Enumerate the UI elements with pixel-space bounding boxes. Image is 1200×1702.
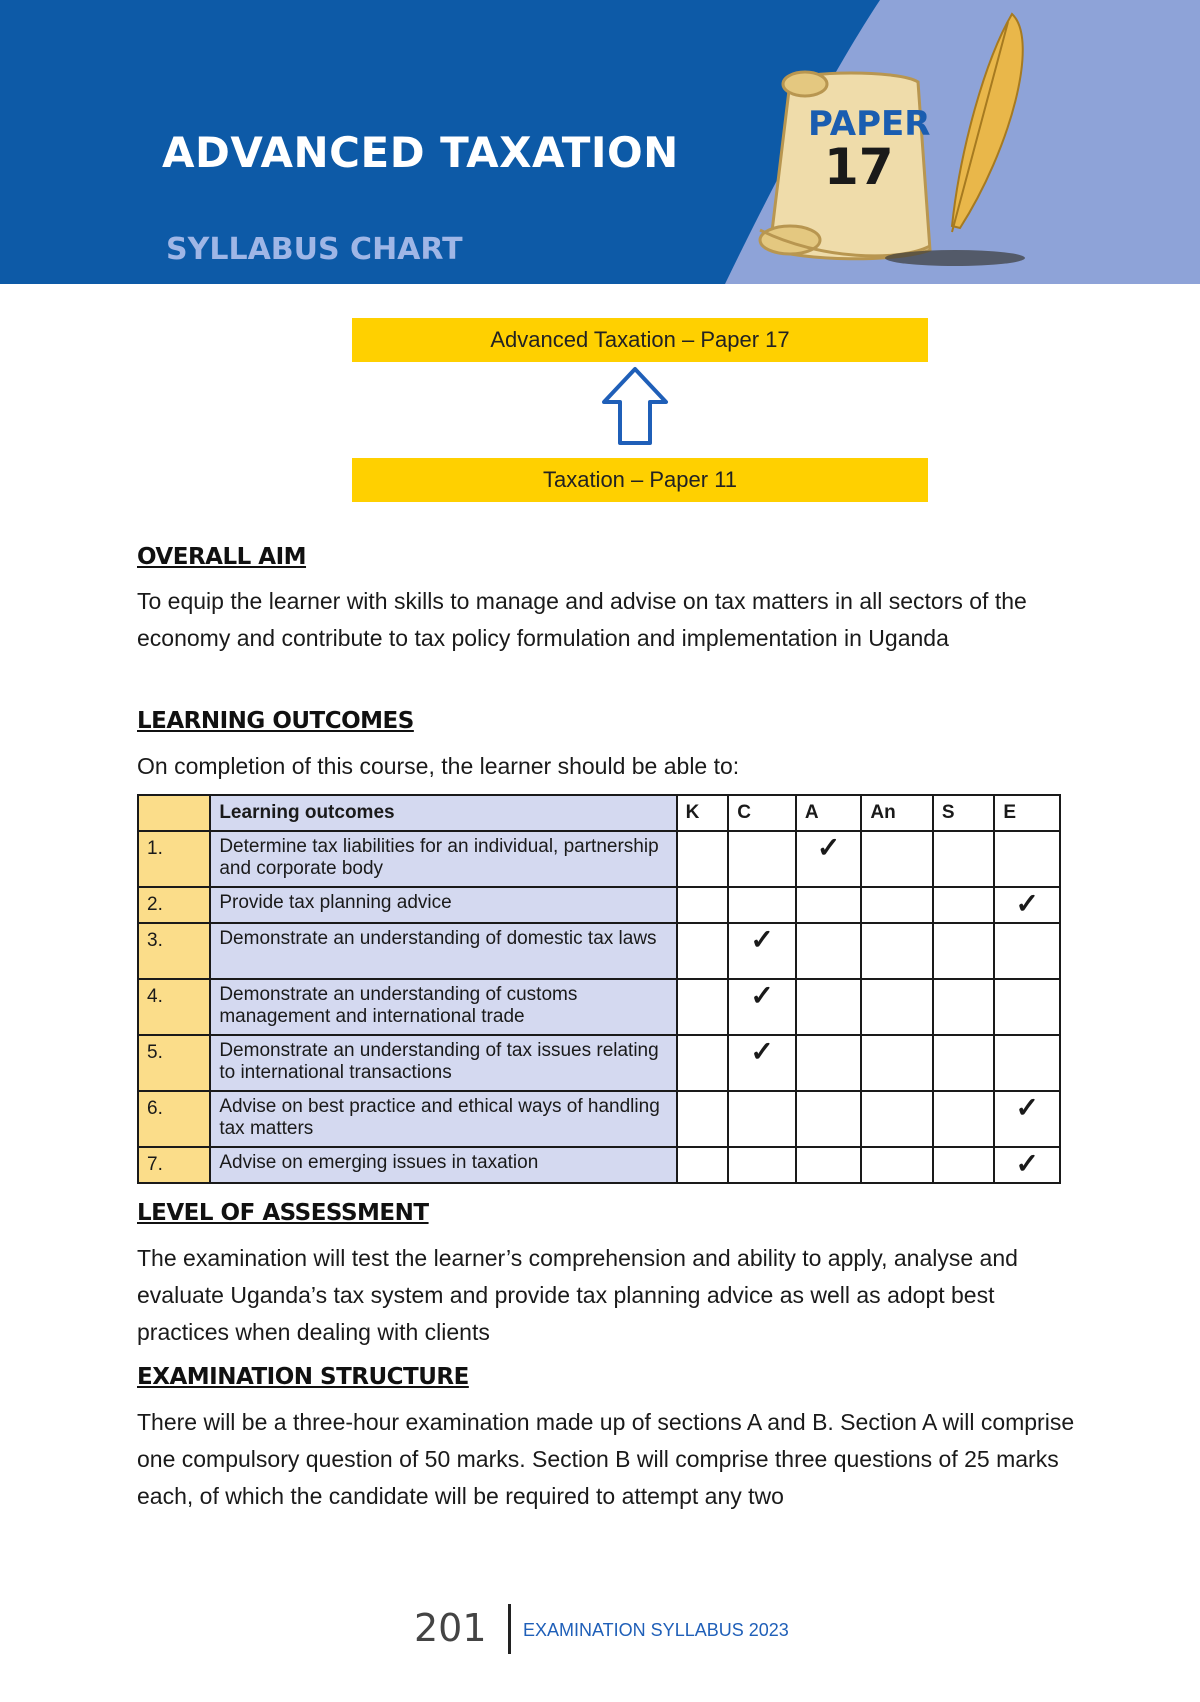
empty-level-cell xyxy=(994,1035,1060,1091)
outcome-number: 2. xyxy=(138,887,210,923)
empty-level-cell xyxy=(796,1091,862,1147)
check-mark-icon: ✓ xyxy=(994,1091,1060,1147)
header-num-cell xyxy=(138,795,210,831)
empty-level-cell xyxy=(861,979,933,1035)
overall-aim-heading: OVERALL AIM xyxy=(137,544,307,570)
outcome-number: 4. xyxy=(138,979,210,1035)
check-mark-icon: ✓ xyxy=(796,831,862,887)
empty-level-cell xyxy=(994,979,1060,1035)
empty-level-cell xyxy=(677,1035,729,1091)
examination-structure-heading: EXAMINATION STRUCTURE xyxy=(137,1364,469,1390)
learning-outcomes-intro: On completion of this course, the learner should be able to: xyxy=(137,753,740,779)
empty-level-cell xyxy=(933,1147,994,1183)
page-subtitle: SYLLABUS CHART xyxy=(166,232,463,267)
empty-level-cell xyxy=(728,1091,796,1147)
empty-level-cell xyxy=(861,831,933,887)
empty-level-cell xyxy=(728,887,796,923)
badge-number: 17 xyxy=(824,138,894,196)
up-arrow-icon xyxy=(600,366,670,446)
footer-label: EXAMINATION SYLLABUS 2023 xyxy=(523,1620,789,1640)
empty-level-cell xyxy=(861,1147,933,1183)
overall-aim-text: To equip the learner with skills to manage and advise on tax matters in all sectors of the economy and contribute to tax policy formulation and implementation in Uganda xyxy=(137,588,1027,651)
empty-level-cell xyxy=(796,1035,862,1091)
outcome-text: Demonstrate an understanding of tax issues relating to international transactions xyxy=(210,1035,676,1091)
outcome-text: Advise on best practice and ethical ways of handling tax matters xyxy=(210,1091,676,1147)
empty-level-cell xyxy=(933,887,994,923)
chart-box-paper-17: Advanced Taxation – Paper 17 xyxy=(352,318,928,362)
outcome-text: Provide tax planning advice xyxy=(210,887,676,923)
table-row xyxy=(138,1147,1060,1183)
level-of-assessment-heading: LEVEL OF ASSESSMENT xyxy=(137,1200,429,1226)
table-row xyxy=(138,831,1060,887)
empty-level-cell xyxy=(933,831,994,887)
empty-level-cell xyxy=(861,923,933,979)
empty-level-cell xyxy=(677,1147,729,1183)
empty-level-cell xyxy=(677,1091,729,1147)
outcome-number: 3. xyxy=(138,923,210,979)
empty-level-cell xyxy=(994,923,1060,979)
examination-structure-text: There will be a three-hour examination made up of sections A and B. Section A will comprise one compulsory question of 50 marks. Section B will comprise three questions of 25 marks each, of which the candidate will be required to attempt any two xyxy=(137,1409,1075,1509)
empty-level-cell xyxy=(796,923,862,979)
empty-level-cell xyxy=(933,1035,994,1091)
header-k: K xyxy=(677,795,729,831)
empty-level-cell xyxy=(861,1035,933,1091)
empty-level-cell xyxy=(728,1147,796,1183)
empty-level-cell xyxy=(677,923,729,979)
header-e: E xyxy=(994,795,1060,831)
header-banner xyxy=(0,0,1200,284)
header-c: C xyxy=(728,795,796,831)
badge-word: PAPER xyxy=(808,104,931,144)
empty-level-cell xyxy=(728,831,796,887)
footer-divider xyxy=(508,1604,511,1654)
check-mark-icon: ✓ xyxy=(728,1035,796,1091)
empty-level-cell xyxy=(677,979,729,1035)
outcome-number: 1. xyxy=(138,831,210,887)
header-a: A xyxy=(796,795,862,831)
empty-level-cell xyxy=(861,1091,933,1147)
table-row xyxy=(138,923,1060,979)
empty-level-cell xyxy=(861,887,933,923)
outcome-number: 6. xyxy=(138,1091,210,1147)
outcome-number: 7. xyxy=(138,1147,210,1183)
check-mark-icon: ✓ xyxy=(994,1147,1060,1183)
outcome-number: 5. xyxy=(138,1035,210,1091)
outcome-text: Advise on emerging issues in taxation xyxy=(210,1147,676,1183)
header-s: S xyxy=(933,795,994,831)
learning-outcomes-table xyxy=(137,794,1061,1184)
learning-outcomes-heading: LEARNING OUTCOMES xyxy=(137,708,414,734)
header-outcomes: Learning outcomes xyxy=(210,795,676,831)
outcome-text: Determine tax liabilities for an individual, partnership and corporate body xyxy=(210,831,676,887)
outcome-text: Demonstrate an understanding of domestic tax laws xyxy=(210,923,676,979)
empty-level-cell xyxy=(933,979,994,1035)
check-mark-icon: ✓ xyxy=(728,979,796,1035)
header-an: An xyxy=(861,795,933,831)
empty-level-cell xyxy=(677,887,729,923)
table-header-row xyxy=(138,795,1060,831)
empty-level-cell xyxy=(796,979,862,1035)
check-mark-icon: ✓ xyxy=(728,923,796,979)
empty-level-cell xyxy=(933,1091,994,1147)
empty-level-cell xyxy=(796,887,862,923)
empty-level-cell xyxy=(677,831,729,887)
empty-level-cell xyxy=(994,831,1060,887)
outcome-text: Demonstrate an understanding of customs management and international trade xyxy=(210,979,676,1035)
page-number: 201 xyxy=(414,1606,487,1650)
empty-level-cell xyxy=(796,1147,862,1183)
page-title: ADVANCED TAXATION xyxy=(162,128,679,177)
table-row xyxy=(138,979,1060,1035)
empty-level-cell xyxy=(933,923,994,979)
chart-box-paper-11: Taxation – Paper 11 xyxy=(352,458,928,502)
level-of-assessment-text: The examination will test the learner’s comprehension and ability to apply, analyse and evaluate Uganda’s tax system and provide tax planning advice as well as adopt best practices when dealing with clients xyxy=(137,1245,1018,1345)
table-row xyxy=(138,1091,1060,1147)
table-row xyxy=(138,1035,1060,1091)
table-row xyxy=(138,887,1060,923)
check-mark-icon: ✓ xyxy=(994,887,1060,923)
